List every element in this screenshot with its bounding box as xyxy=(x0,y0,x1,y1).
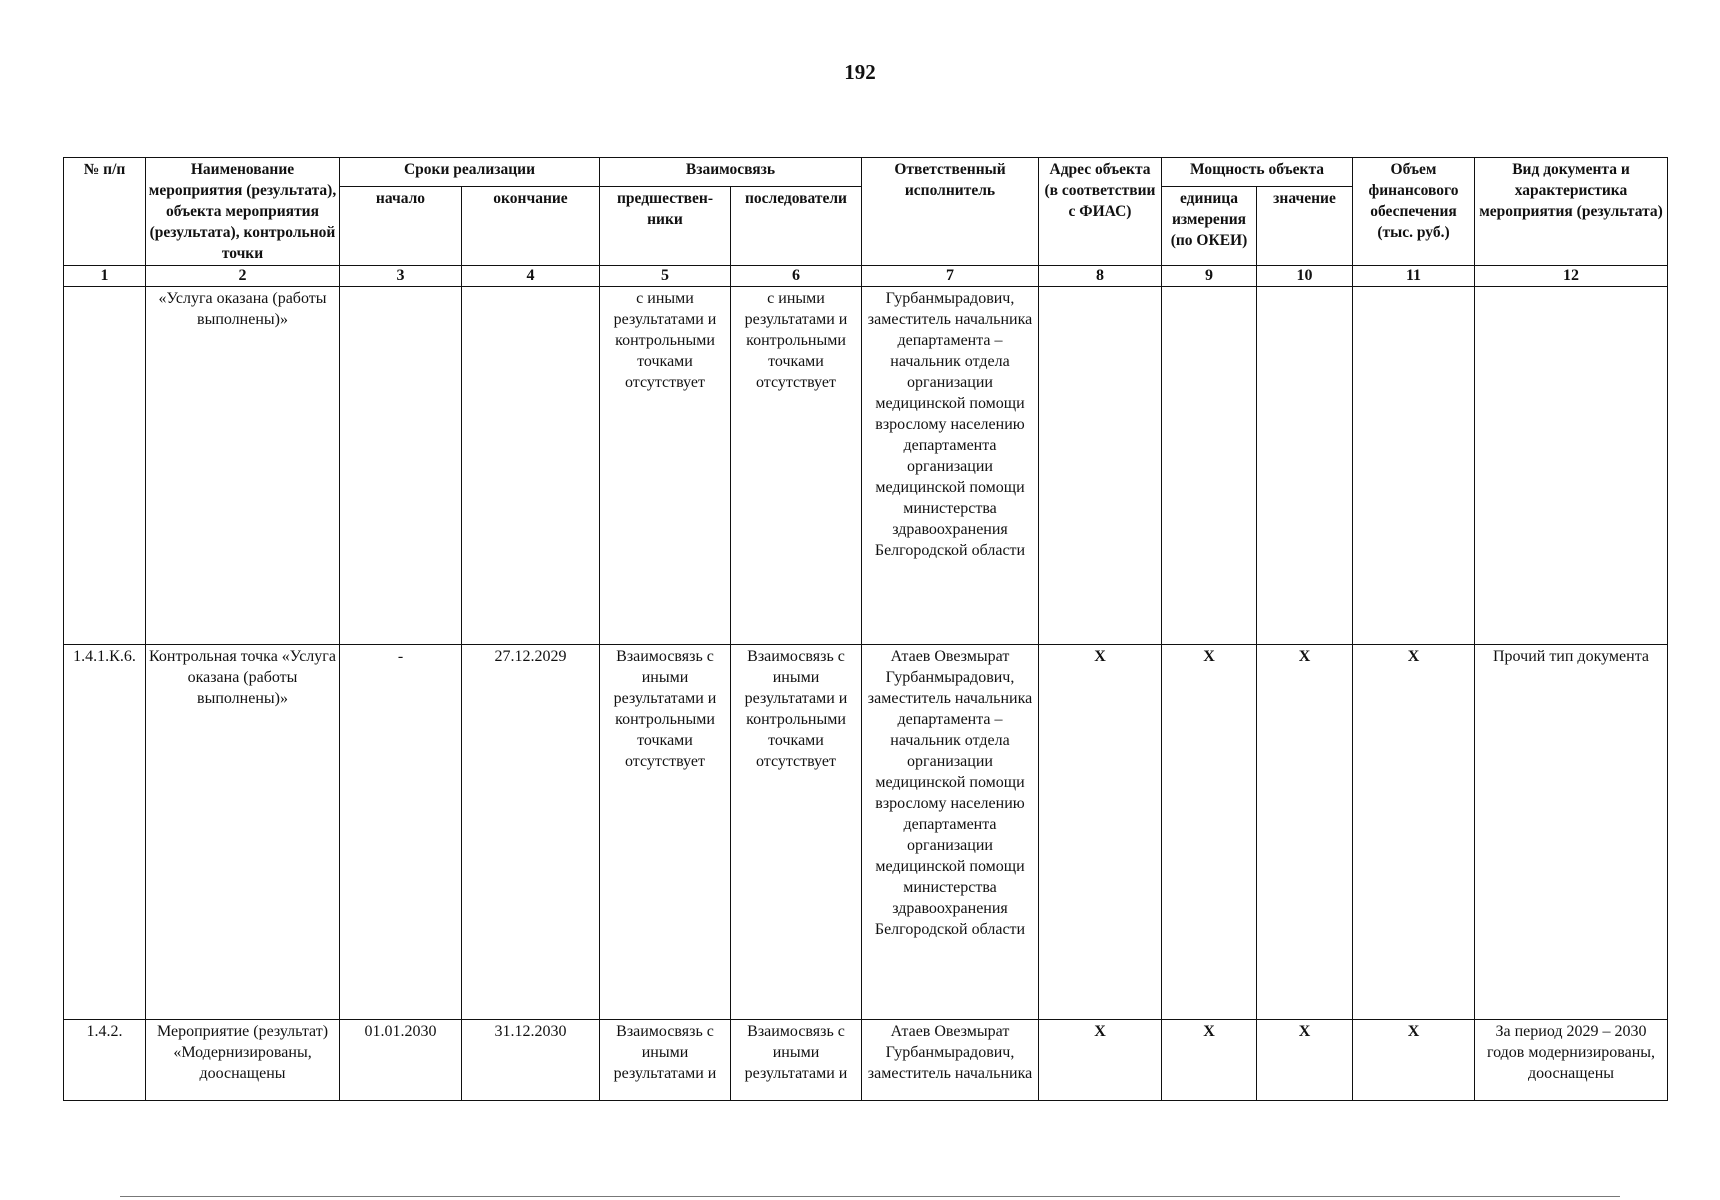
row-responsible: Атаев Овезмырат Гурбанмырадович, заместитель начальника департамента – начальник отдела организации медицинской помощи взрослому населению департамента организации медицинской помощи министерства здравоохранения Белгородской области xyxy=(862,645,1039,1020)
column-number: 2 xyxy=(146,266,340,287)
header-start: начало xyxy=(340,186,462,265)
row-value: Х xyxy=(1257,645,1353,1020)
column-number: 6 xyxy=(731,266,862,287)
row-end: 27.12.2029 xyxy=(462,645,600,1020)
header-num: № п/п xyxy=(64,158,146,266)
scan-bottom-rule xyxy=(120,1196,1620,1199)
row-finance xyxy=(1353,287,1475,645)
header-name: Наименование мероприятия (результата), объекта мероприятия (результата), контрольной точки xyxy=(146,158,340,266)
row-end: 31.12.2030 xyxy=(462,1020,600,1101)
header-terms: Сроки реализации xyxy=(340,158,600,187)
row-name: Контрольная точка «Услуга оказана (работы выполнены)» xyxy=(146,645,340,1020)
row-value: Х xyxy=(1257,1020,1353,1101)
header-end: окончание xyxy=(462,186,600,265)
column-number: 10 xyxy=(1257,266,1353,287)
row-value xyxy=(1257,287,1353,645)
column-number: 7 xyxy=(862,266,1039,287)
row-doc-type: Прочий тип документа xyxy=(1475,645,1668,1020)
header-successors: последователи xyxy=(731,186,862,265)
column-number: 1 xyxy=(64,266,146,287)
header-capacity: Мощность объекта xyxy=(1162,158,1353,187)
header-value: значение xyxy=(1257,186,1353,265)
row-predecessors: Взаимосвязь с иными результатами и контрольными точками отсутствует xyxy=(600,645,731,1020)
header-relation: Взаимосвязь xyxy=(600,158,862,187)
row-doc-type: За период 2029 – 2030 годов модернизированы, дооснащены xyxy=(1475,1020,1668,1101)
header-address: Адрес объекта (в соответствии с ФИАС) xyxy=(1039,158,1162,266)
table-row xyxy=(64,645,1668,1020)
column-number: 5 xyxy=(600,266,731,287)
row-name: «Услуга оказана (работы выполнены)» xyxy=(146,287,340,645)
header-unit: единица измерения (по ОКЕИ) xyxy=(1162,186,1257,265)
row-name: Мероприятие (результат) «Модернизированы, дооснащены xyxy=(146,1020,340,1101)
header-responsible: Ответственный исполнитель xyxy=(862,158,1039,266)
column-number: 12 xyxy=(1475,266,1668,287)
row-successors: Взаимосвязь с иными результатами и xyxy=(731,1020,862,1101)
table-row xyxy=(64,1020,1668,1101)
row-responsible: Гурбанмырадович, заместитель начальника департамента – начальник отдела организации медицинской помощи взрослому населению департамента организации медицинской помощи министерства здравоохранения Белгородской области xyxy=(862,287,1039,645)
row-start: - xyxy=(340,645,462,1020)
header-doc-type: Вид документа и характеристика мероприятия (результата) xyxy=(1475,158,1668,266)
column-number: 4 xyxy=(462,266,600,287)
header-finance: Объем финансового обеспечения (тыс. руб.) xyxy=(1353,158,1475,266)
row-predecessors: с иными результатами и контрольными точками отсутствует xyxy=(600,287,731,645)
row-end xyxy=(462,287,600,645)
row-responsible: Атаев Овезмырат Гурбанмырадович, заместитель начальника xyxy=(862,1020,1039,1101)
row-number xyxy=(64,287,146,645)
row-number: 1.4.2. xyxy=(64,1020,146,1101)
header-predecessors: предшествен-ники xyxy=(600,186,731,265)
row-address: Х xyxy=(1039,645,1162,1020)
column-numbers-row xyxy=(64,266,1668,287)
row-unit: Х xyxy=(1162,1020,1257,1101)
row-doc-type xyxy=(1475,287,1668,645)
row-predecessors: Взаимосвязь с иными результатами и xyxy=(600,1020,731,1101)
row-unit: Х xyxy=(1162,645,1257,1020)
column-number: 11 xyxy=(1353,266,1475,287)
column-number: 8 xyxy=(1039,266,1162,287)
row-finance: Х xyxy=(1353,645,1475,1020)
row-address xyxy=(1039,287,1162,645)
row-unit xyxy=(1162,287,1257,645)
page-number: 192 xyxy=(844,60,876,84)
column-number: 3 xyxy=(340,266,462,287)
row-address: Х xyxy=(1039,1020,1162,1101)
column-number: 9 xyxy=(1162,266,1257,287)
row-finance: Х xyxy=(1353,1020,1475,1101)
implementation-plan-table xyxy=(63,157,1668,1101)
row-start: 01.01.2030 xyxy=(340,1020,462,1101)
header-row-1 xyxy=(64,158,1668,187)
table-row xyxy=(64,287,1668,645)
row-successors: с иными результатами и контрольными точками отсутствует xyxy=(731,287,862,645)
row-successors: Взаимосвязь с иными результатами и контрольными точками отсутствует xyxy=(731,645,862,1020)
row-number: 1.4.1.К.6. xyxy=(64,645,146,1020)
row-start xyxy=(340,287,462,645)
